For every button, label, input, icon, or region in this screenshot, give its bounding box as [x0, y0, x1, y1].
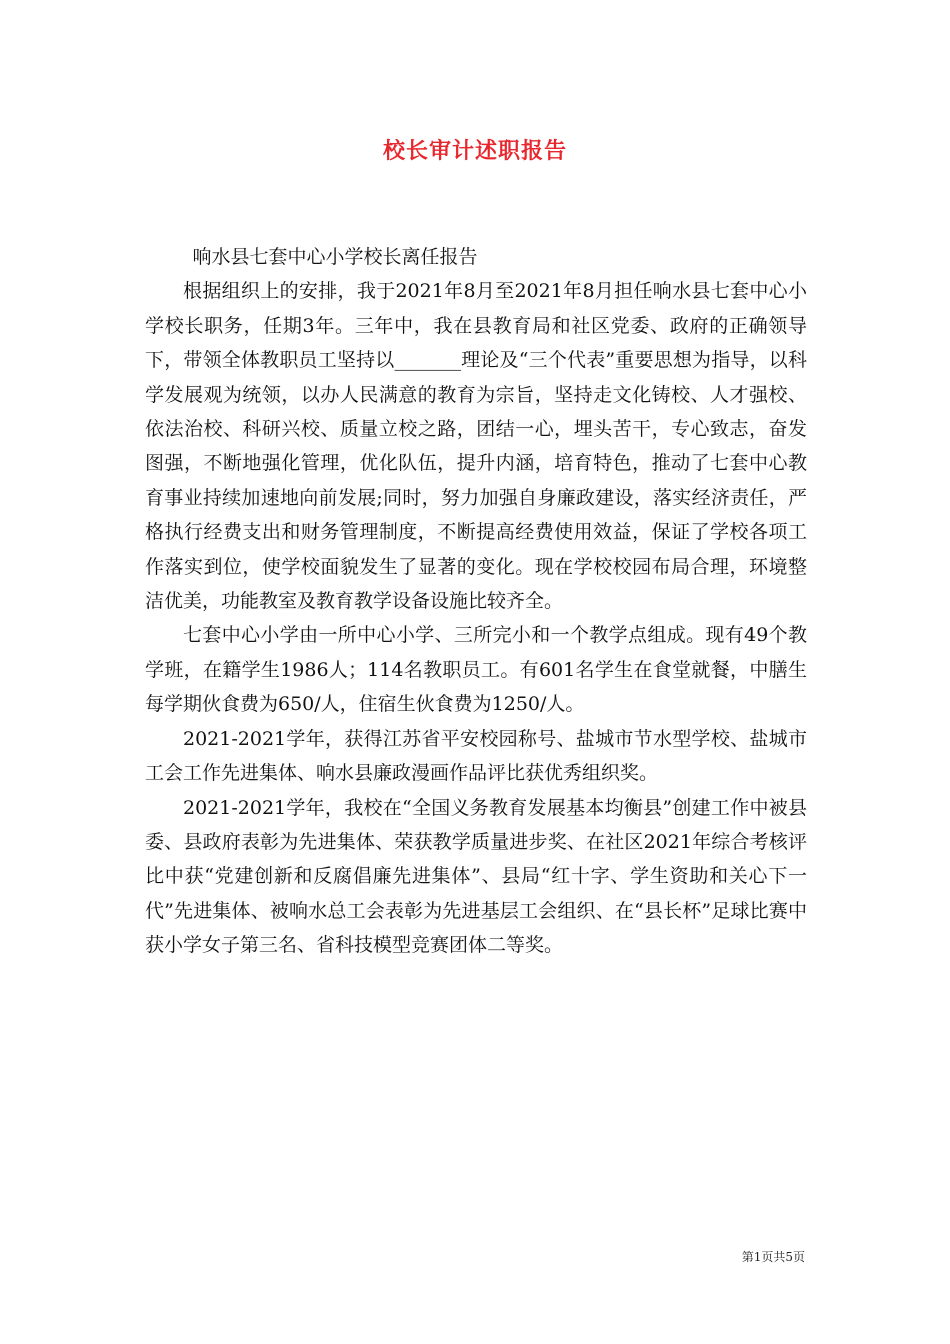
- paragraph-awards-year-1: 2021-2021学年，获得江苏省平安校园称号、盐城市节水型学校、盐城市工会工作先进集体、响水县廉政漫画作品评比获优秀组织奖。: [145, 727, 807, 785]
- paragraph-awards-year-2: 2021-2021学年，我校在“全国义务教育发展基本均衡县”创建工作中被县委、县政府表彰为先进集体、荣获教学质量进步奖、在社区2021年综合考核评比中获“党建创新和反腐倡廉先进集体”、县局“红十字、学生资助和关心下一代”先进集体、被响水总工会表彰为先进基层工会组织、在“县长杯”足球比赛中获小学女子第三名、省科技模型竞赛团体二等奖。: [145, 796, 807, 957]
- report-subheading: 响水县七套中心小学校长离任报告: [192, 246, 478, 268]
- document-title: 校长审计述职报告: [382, 138, 567, 164]
- paragraph-appointment: 根据组织上的安排，我于2021年8月至2021年8月担任响水县七套中心小学校长职务，任期3年。三年中，我在县教育局和社区党委、政府的正确领导下，带领全体教职员工坚持以_______理论及“三个代表”重要思想为指导，以科学发展观为统领，以办人民满意的教育为宗旨，坚持走文化铸校、人才强校、依法治校、科研兴校、质量立校之路，团结一心，埋头苦干，专心致志，奋发图强，不断地强化管理，优化队伍，提升内涵，培育特色，推动了七套中心教育事业持续加速地向前发展;同时，努力加强自身廉政建设，落实经济责任，严格执行经费支出和财务管理制度，不断提高经费使用效益，保证了学校各项工作落实到位，使学校面貌发生了显著的变化。现在学校校园布局合理，环境整洁优美，功能教室及教育教学设备设施比较齐全。: [145, 280, 807, 613]
- page-number-footer: 第1页共5页: [741, 1250, 805, 1264]
- paragraph-school-overview: 七套中心小学由一所中心小学、三所完小和一个教学点组成。现有49个教学班，在籍学生1986人；114名教职员工。有601名学生在食堂就餐，中膳生每学期伙食费为650/人，住宿生伙食费为1250/人。: [145, 624, 807, 716]
- document-body: [145, 240, 807, 963]
